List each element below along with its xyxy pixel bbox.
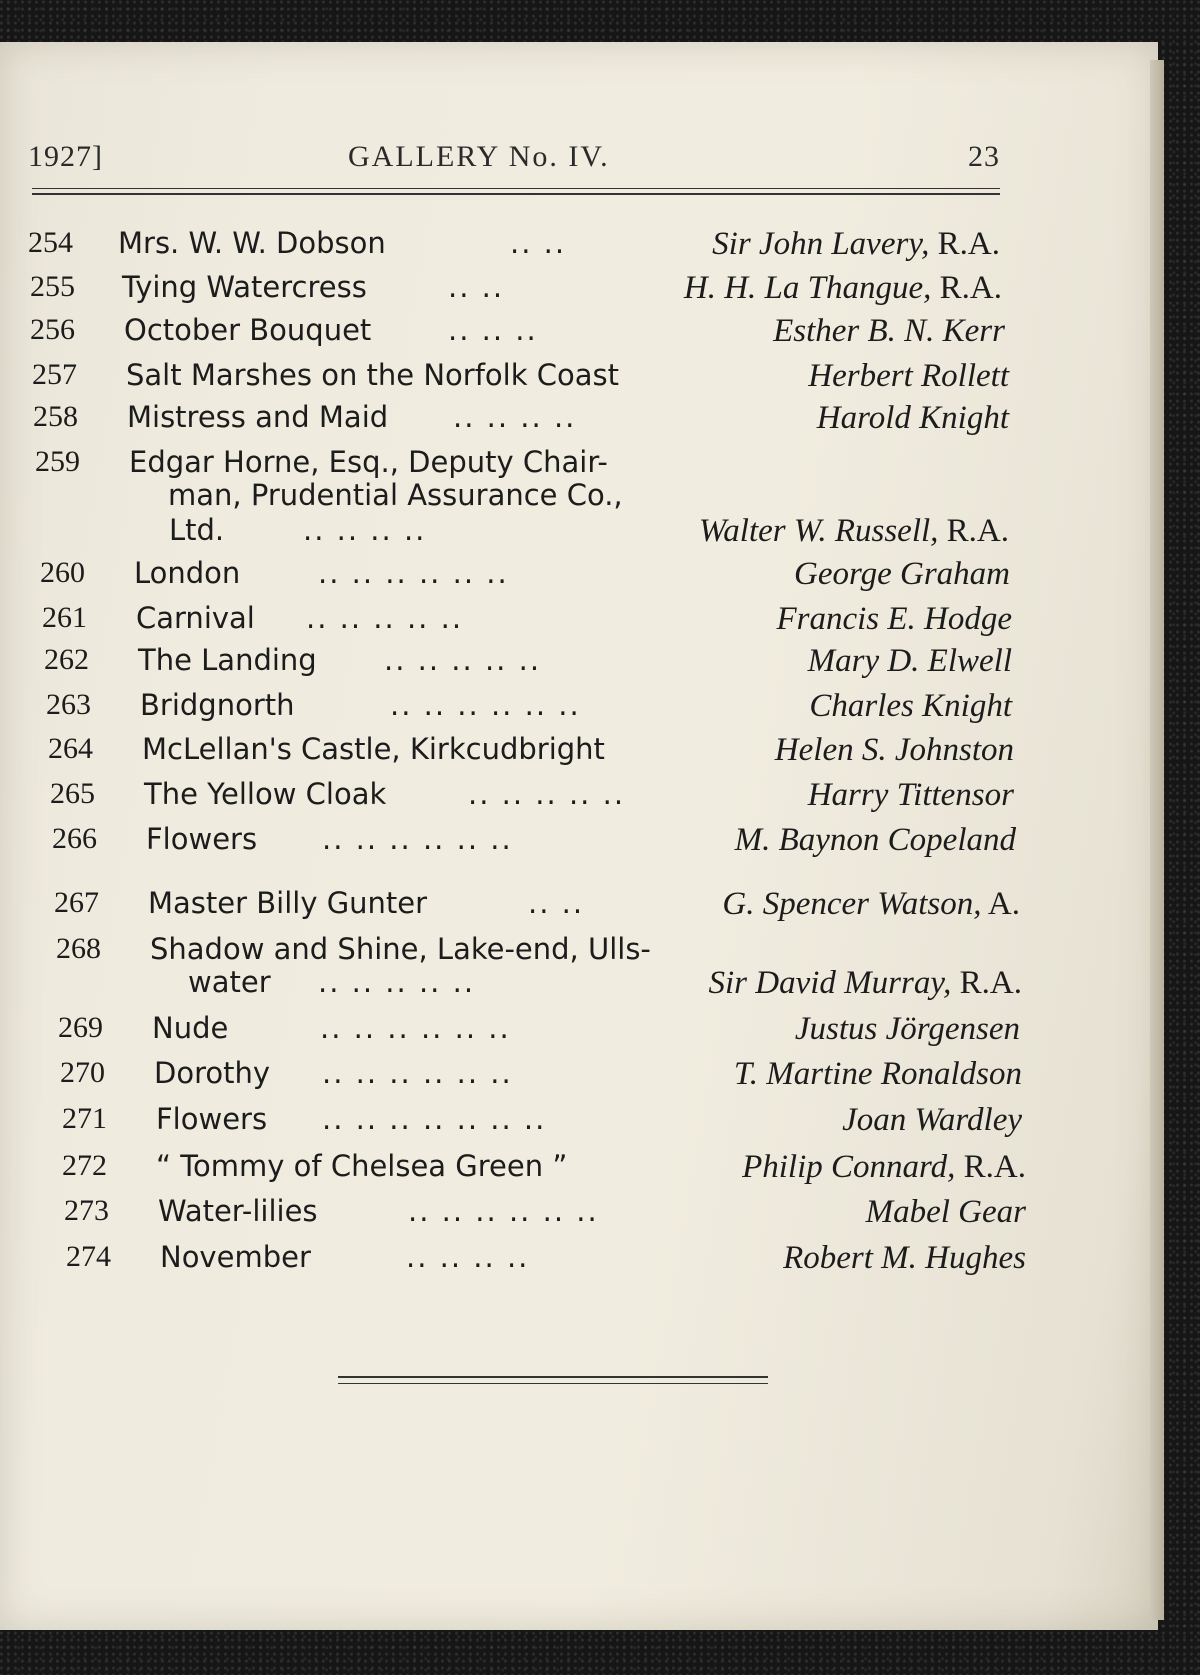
catalogue-entry bbox=[54, 886, 1020, 926]
entry-title: The Yellow Cloak bbox=[144, 777, 387, 811]
catalogue-entry bbox=[62, 1102, 1022, 1142]
artist-name: T. Martine Ronaldson bbox=[733, 1056, 1022, 1092]
catalogue-entry bbox=[42, 601, 1012, 641]
entry-number: 266 bbox=[52, 822, 97, 855]
catalogue-entry-last-line bbox=[35, 513, 1009, 553]
entry-title: Nude bbox=[152, 1011, 229, 1045]
entry-number: 269 bbox=[58, 1011, 103, 1044]
artist-name: Justus Jörgensen bbox=[794, 1011, 1020, 1047]
entry-artist bbox=[808, 358, 1009, 395]
leader-dots: .. .. .. .. .. .. bbox=[318, 556, 509, 590]
header-gallery-title: GALLERY No. IV. bbox=[348, 140, 610, 173]
artist-honour: R.A. bbox=[955, 1149, 1026, 1185]
leader-dots: .. .. .. .. .. bbox=[384, 643, 542, 677]
leader-dots: .. .. .. .. .. .. bbox=[320, 1011, 511, 1045]
entry-title: “ Tommy of Chelsea Green ” bbox=[156, 1149, 568, 1183]
entry-title: Mrs. W. W. Dobson bbox=[118, 226, 386, 260]
artist-name: Herbert Rollett bbox=[808, 358, 1009, 394]
entry-artist bbox=[684, 270, 1002, 307]
artist-honour: R.A. bbox=[951, 965, 1022, 1001]
entry-artist bbox=[794, 556, 1010, 593]
entry-artist bbox=[776, 601, 1012, 638]
entry-number: 260 bbox=[40, 556, 85, 589]
leader-dots: .. .. .. .. .. .. bbox=[390, 688, 581, 722]
artist-name: Walter W. Russell, bbox=[698, 513, 939, 549]
entry-number: 267 bbox=[54, 886, 99, 919]
entry-title: Flowers bbox=[146, 822, 258, 856]
entry-title: Dorothy bbox=[154, 1056, 271, 1090]
entry-title: London bbox=[134, 556, 241, 590]
entry-title: The Landing bbox=[138, 643, 317, 677]
entry-number: 258 bbox=[33, 400, 78, 433]
entry-artist bbox=[817, 400, 1009, 437]
entry-title: November bbox=[160, 1240, 311, 1274]
leader-dots: .. .. .. .. bbox=[453, 400, 577, 434]
entry-number: 264 bbox=[48, 732, 93, 765]
catalogue-entry bbox=[58, 1011, 1020, 1051]
entry-artist bbox=[699, 513, 1009, 550]
entry-title: October Bouquet bbox=[124, 313, 372, 347]
leader-dots: .. .. bbox=[448, 270, 505, 304]
leader-dots: .. .. .. .. bbox=[406, 1240, 530, 1274]
leader-dots: .. .. .. .. .. bbox=[306, 601, 464, 635]
leader-dots: .. .. .. .. .. bbox=[318, 965, 476, 999]
artist-name: Mabel Gear bbox=[865, 1194, 1026, 1230]
catalogue-entry bbox=[33, 400, 1009, 440]
catalogue-entry bbox=[66, 1240, 1026, 1280]
entry-title: Water-lilies bbox=[158, 1194, 318, 1228]
catalogue-entry bbox=[62, 1149, 1026, 1189]
artist-name: Esther B. N. Kerr bbox=[773, 313, 1005, 349]
entry-artist bbox=[775, 732, 1014, 769]
catalogue-entry bbox=[60, 1056, 1022, 1096]
entry-number: 265 bbox=[50, 777, 95, 810]
entry-number: 261 bbox=[42, 601, 87, 634]
artist-name: Robert M. Hughes bbox=[783, 1240, 1026, 1276]
entry-number: 272 bbox=[62, 1149, 107, 1182]
artist-name: Philip Connard, bbox=[742, 1149, 956, 1185]
leader-dots: .. .. .. .. .. .. bbox=[322, 822, 513, 856]
catalogue-entry bbox=[64, 1194, 1026, 1234]
entry-title: Bridgnorth bbox=[140, 688, 295, 722]
catalogue-entry bbox=[46, 688, 1012, 728]
entry-number: 263 bbox=[46, 688, 91, 721]
artist-honour: R.A. bbox=[938, 513, 1009, 549]
entry-title: Mistress and Maid bbox=[127, 400, 389, 434]
artist-name: H. H. La Thangue, bbox=[683, 270, 932, 306]
artist-name: Harold Knight bbox=[816, 400, 1009, 436]
artist-name: Mary D. Elwell bbox=[807, 643, 1012, 679]
catalogue-entry bbox=[30, 313, 1005, 353]
entry-number: 254 bbox=[28, 226, 73, 259]
entry-number: 262 bbox=[44, 643, 89, 676]
entry-artist bbox=[783, 1240, 1026, 1277]
catalogue-entry bbox=[30, 270, 1002, 310]
entry-number: 268 bbox=[56, 932, 101, 965]
entry-artist bbox=[735, 822, 1016, 859]
artist-name: Sir John Lavery, bbox=[712, 226, 930, 262]
entry-title: Tying Watercress bbox=[122, 270, 367, 304]
entry-artist bbox=[712, 226, 1000, 263]
artist-name: Charles Knight bbox=[809, 688, 1012, 724]
entry-number: 270 bbox=[60, 1056, 105, 1089]
entry-title: Edgar Horne, Esq., Deputy Chair- bbox=[129, 445, 608, 479]
leader-dots: .. .. .. .. bbox=[303, 513, 427, 547]
entry-artist bbox=[809, 688, 1012, 725]
leader-dots: .. .. .. .. .. bbox=[468, 777, 626, 811]
leader-dots: .. .. .. .. .. .. bbox=[408, 1194, 599, 1228]
leader-dots: .. .. .. bbox=[448, 313, 538, 347]
artist-name: M. Baynon Copeland bbox=[734, 822, 1016, 858]
entry-number: 271 bbox=[62, 1102, 107, 1135]
entry-artist bbox=[734, 1056, 1022, 1093]
entry-artist bbox=[808, 643, 1012, 680]
artist-name: George Graham bbox=[794, 556, 1010, 592]
closing-rule-thin bbox=[338, 1383, 768, 1384]
artist-honour: R.A. bbox=[929, 226, 1000, 262]
entry-artist bbox=[866, 1194, 1026, 1231]
entry-artist bbox=[842, 1102, 1022, 1139]
entry-title: Carnival bbox=[136, 601, 255, 635]
artist-name: Harry Tittensor bbox=[807, 777, 1014, 813]
entry-artist bbox=[722, 886, 1020, 923]
catalogue-entry bbox=[40, 556, 1010, 596]
catalogue-entry bbox=[28, 226, 1000, 266]
entry-title: Flowers bbox=[156, 1102, 268, 1136]
leader-dots: .. .. .. .. .. .. .. bbox=[322, 1102, 547, 1136]
catalogue-entry bbox=[32, 358, 1009, 398]
entry-number: 256 bbox=[30, 313, 75, 346]
entry-title-continued: Ltd. bbox=[169, 513, 225, 547]
entry-artist bbox=[708, 965, 1022, 1002]
entry-artist bbox=[795, 1011, 1020, 1048]
entry-title: Master Billy Gunter bbox=[148, 886, 428, 920]
catalogue-entry bbox=[48, 732, 1014, 772]
entry-number: 274 bbox=[66, 1240, 111, 1273]
artist-name: Joan Wardley bbox=[842, 1102, 1022, 1138]
entry-artist bbox=[808, 777, 1014, 814]
entry-title-continued: man, Prudential Assurance Co., bbox=[168, 478, 623, 512]
artist-name: Sir David Murray, bbox=[708, 965, 952, 1001]
header-year: 1927] bbox=[28, 140, 103, 173]
closing-rule bbox=[338, 1376, 768, 1378]
entry-artist bbox=[742, 1149, 1026, 1186]
entry-number: 259 bbox=[35, 445, 80, 478]
entry-number: 257 bbox=[32, 358, 77, 391]
catalogue-entry bbox=[52, 822, 1016, 862]
artist-name: Francis E. Hodge bbox=[776, 601, 1012, 637]
artist-name: G. Spencer Watson, bbox=[722, 886, 982, 922]
entry-title: Shadow and Shine, Lake-end, Ulls- bbox=[150, 932, 651, 966]
entry-artist bbox=[773, 313, 1005, 350]
catalogue-entry bbox=[50, 777, 1014, 817]
entry-title: McLellan's Castle, Kirkcudbright bbox=[142, 732, 605, 766]
leader-dots: .. .. bbox=[510, 226, 567, 260]
leader-dots: .. .. .. .. .. .. bbox=[322, 1056, 513, 1090]
entry-title-continued: water bbox=[188, 965, 271, 999]
artist-name: Helen S. Johnston bbox=[774, 732, 1014, 768]
entry-title: Salt Marshes on the Norfolk Coast bbox=[126, 358, 619, 392]
artist-honour: R.A. bbox=[931, 270, 1002, 306]
catalogue-entry bbox=[44, 643, 1012, 683]
entry-number: 273 bbox=[64, 1194, 109, 1227]
entry-number: 255 bbox=[30, 270, 75, 303]
leader-dots: .. .. bbox=[528, 886, 585, 920]
page-number: 23 bbox=[968, 140, 1000, 173]
catalogue-entry-last-line bbox=[56, 965, 1022, 1005]
artist-honour: A. bbox=[981, 886, 1020, 922]
